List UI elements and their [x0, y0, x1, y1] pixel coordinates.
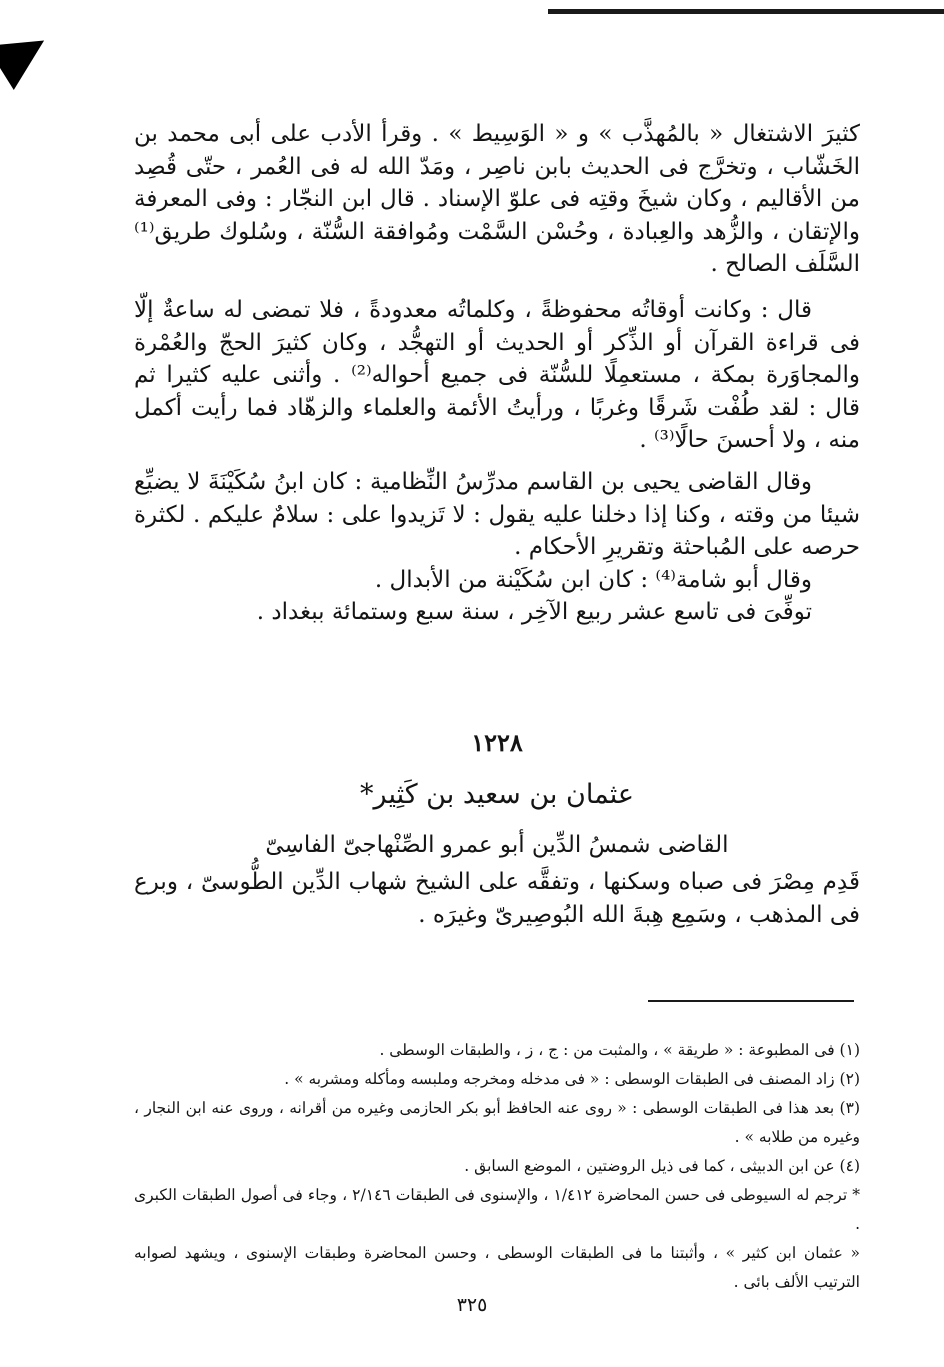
footnote-text: فى المطبوعة : « طريقة » ، والمثبت من : ج ، ز ، والطبقات الوسطى . — [379, 1041, 835, 1059]
footnote-text: زاد المصنف فى الطبقات الوسطى : « فى مدخله ومخرجه وملبسه ومأكله ومشربه » . — [284, 1070, 835, 1088]
footnote-separator — [648, 1000, 854, 1002]
entry-subtitle: القاضى شمسُ الدِّين أبو عمرو الصِّنْهاجىّ الفاسِىّ — [265, 832, 729, 858]
footnote-number: (٢) — [839, 1070, 860, 1088]
footnote-number: (٤) — [839, 1157, 860, 1175]
footnote-3 — [134, 1094, 860, 1152]
body-paragraph-1: كثيرَ الاشتغال « بالمُهذَّب » و « الوَسِيط » . وقرأ الأدب على أبى محمد بن الخَشّاب ، وتخرَّج فى الحديث بابن ناصِر ، ومَدّ الله له فى العُمر ، حتّى قُصِد من الأقاليم ، وكان شيخَ وقتِه فى علوّ الإسناد . قال ابن النجّار : وفى المعرفة والإتقان ، والزُّهد والعِبادة ، وحُسْن السَّمْت ومُوافقة السُّنّة ، وسُلوك طريق⁽¹⁾ السَّلَف الصالح . — [134, 121, 860, 278]
footnote-number: (٣) — [839, 1099, 860, 1117]
entry-paragraph: قَدِم مِصْرَ فى صباه وسكنها ، وتفقَّه على الشيخ شهاب الدِّين الطُّوسىّ ، وبرع فى المذهب ، وسَمِع هِبةَ الله البُوصِيرىّ وغيرَه . — [134, 869, 860, 928]
body-paragraph-4: وقال أبو شامة⁽⁴⁾ : كان ابن سُكَيْنة من الأبدال . — [374, 566, 812, 593]
footnote-2 — [134, 1065, 860, 1094]
star-note-line-2: « عثمان ابن كثير » ، وأثبتنا ما فى الطبقات الوسطى ، وحسن المحاضرة وطبقات الإسنوى ، ويشهد لصوابه الترتيب الألف بائى . — [134, 1244, 860, 1291]
main-text-block — [134, 118, 860, 629]
footnote-number: (١) — [839, 1041, 860, 1059]
entry-block — [134, 728, 860, 931]
entry-title: عثمان بن سعيد بن كَثِير* — [360, 779, 634, 810]
body-paragraph-2: قال : وكانت أوقاتُه محفوظةً ، وكلماتُه معدودةً ، فلا تمضى له ساعةٌ إلّا فى قراءة القرآن أو الذِّكر أو الحديث أو التهجُّد ، وكان كثيرَ الحجّ والعُمْرة والمجاوَرة بمكة ، مستعمِلًا للسُّنّة فى جميع أحواله⁽²⁾ . وأثنى عليه كثيرا ثم قال : لقد طُفْت شَرقًا وغربًا ، ورأيتُ الأئمة والعلماء والزهّاد فما رأيت أكمل منه ، ولا أحسنَ حالًا⁽³⁾ . — [134, 296, 860, 454]
footnote-4 — [134, 1152, 860, 1181]
footnotes-block — [134, 1036, 860, 1297]
footnote-text: بعد هذا فى الطبقات الوسطى : « روى عنه الحافظ أبو بكر الحازمى وغيره من أقرانه ، وروى عنه ابن النجار ، وغيره من طلابه » . — [134, 1099, 860, 1146]
corner-triangle-mark — [0, 18, 58, 90]
footnote-1 — [134, 1036, 860, 1065]
star-note-line-1: * ترجم له السيوطى فى حسن المحاضرة ١/٤١٢ ، والإسنوى فى الطبقات ٢/١٤٦ ، وجاء فى أصول الطبقات الكبرى . — [134, 1186, 861, 1233]
page-number: ٣٢٥ — [456, 1294, 488, 1316]
body-paragraph-5: توفِّىَ فى تاسع عشر ربيع الآخِر ، سنة سبع وستمائة ببغداد . — [256, 599, 812, 626]
footnote-text: عن ابن الدبيثى ، كما فى ذيل الروضتين ، الموضع السابق . — [464, 1157, 835, 1175]
top-border-rule — [548, 9, 944, 14]
entry-number: ١٢٢٨ — [471, 728, 523, 757]
body-paragraph-3: وقال القاضى يحيى بن القاسم مدرِّسُ النِّظامية : كان ابنُ سُكَيْنَةَ لا يضيِّع شيئا من وقته ، وكنا إذا دخلنا عليه يقول : لا تَزيدوا على : سلامٌ عليكم . لكثرة حرصه على المُباحثة وتقريرِ الأحكام . — [134, 468, 860, 561]
